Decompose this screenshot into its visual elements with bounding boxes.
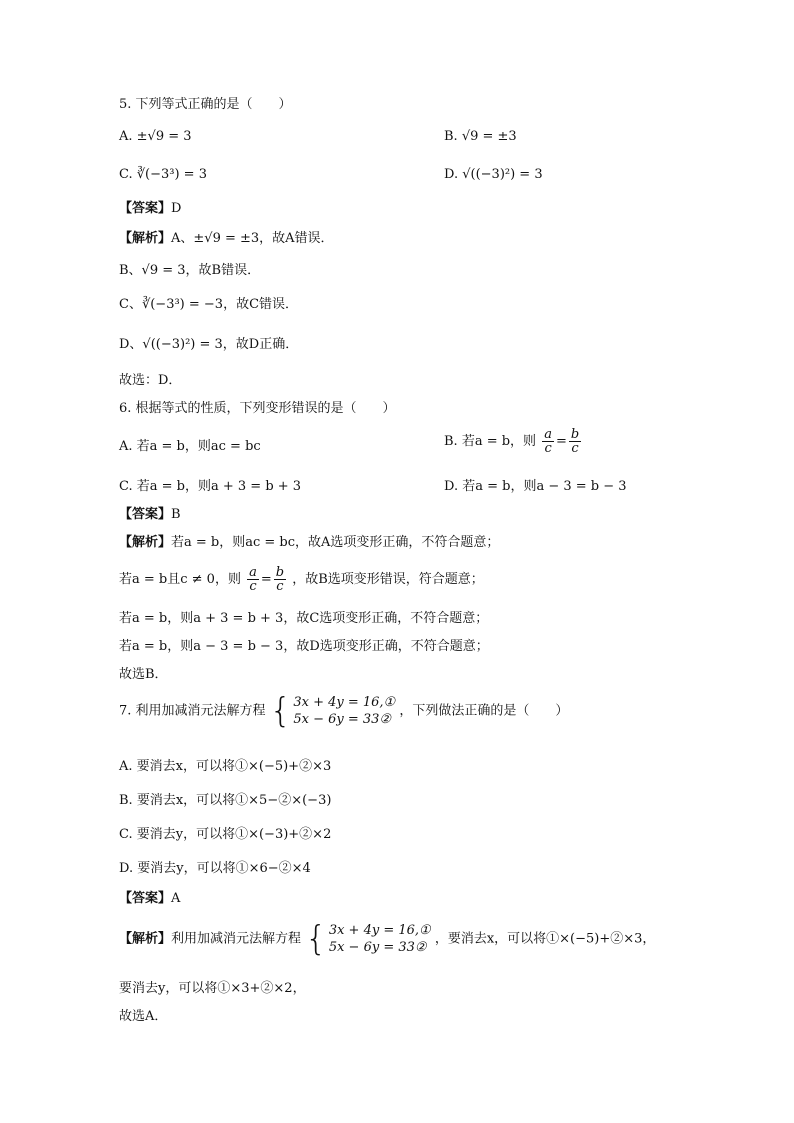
- q5-option-a: A. ±√9 = 3: [119, 129, 192, 144]
- q7-conclusion: 故选A．: [119, 1009, 168, 1024]
- q5-analysis-1: [119, 230, 334, 248]
- answer-label: 【答案】: [119, 891, 172, 906]
- q5-analysis-3: C、∛(−3³) = −3，故C错误．: [119, 297, 299, 312]
- fraction-den: c: [571, 441, 579, 456]
- q7-analysis-2: 要消去y，可以将①×3+②×2，: [119, 981, 306, 996]
- q6-option-a: A. 若a = b，则ac = bc: [119, 439, 261, 454]
- equation-2: 5x − 6y = 33②: [328, 940, 427, 955]
- q6-stem: 6. 根据等式的性质，下列变形错误的是（ ）: [119, 401, 396, 416]
- fraction-den: c: [544, 441, 552, 456]
- brace-icon: {: [305, 919, 327, 959]
- q7-stem-text: 7. 利用加减消元法解方程: [119, 703, 266, 719]
- fraction-a-over-c: [542, 428, 554, 455]
- q6-option-c: C. 若a = b，则a + 3 = b + 3: [119, 479, 302, 494]
- analysis-text: A、±√9 = ±3，故A错误．: [171, 231, 334, 246]
- analysis-text: ，要消去x，可以将①×(−5)+②×3，: [434, 931, 656, 947]
- analysis-text: 若a = b且c ≠ 0，则: [119, 572, 241, 587]
- fraction-b-over-c: [274, 566, 286, 593]
- fraction-num: b: [275, 565, 285, 580]
- analysis-label: 【解析】: [119, 931, 172, 947]
- answer-value: A: [171, 891, 181, 906]
- q6-analysis-1: [119, 534, 499, 552]
- analysis-text: 若a = b，则ac = bc，故A选项变形正确，不符合题意；: [171, 535, 500, 550]
- q7-option-a: A. 要消去x，可以将①×(−5)+②×3: [119, 759, 332, 774]
- equation-2: 5x − 6y = 33②: [293, 712, 392, 727]
- q5-analysis-4: D、√((−3)²) = 3，故D正确．: [119, 337, 299, 352]
- q7-analysis-1: [119, 919, 656, 959]
- q6-analysis-2: 若a = b且c ≠ 0，则 $\frac{a}{c}$ = $\frac{b}{c}$ ，故B选项变形错误，符合题意；: [119, 565, 484, 594]
- q6-answer: [119, 506, 181, 524]
- equation-system: [305, 919, 431, 959]
- answer-value: D: [171, 201, 182, 216]
- equation-1: 3x + 4y = 16,①: [293, 695, 396, 710]
- q7-option-c: C. 要消去y，可以将①×(−3)+②×2: [119, 827, 332, 842]
- q7-option-b: B. 要消去x，可以将①×5−②×(−3): [119, 793, 332, 808]
- answer-label: 【答案】: [119, 201, 172, 216]
- q6-analysis-3: 若a = b，则a + 3 = b + 3，故C选项变形正确，不符合题意；: [119, 611, 489, 626]
- q5-option-b: B. √9 = ±3: [444, 129, 517, 144]
- q6-option-d: D. 若a = b，则a − 3 = b − 3: [444, 479, 627, 494]
- fraction-num: b: [570, 427, 580, 442]
- fraction-a-over-c: [247, 566, 259, 593]
- q6-conclusion: 故选B．: [119, 667, 168, 682]
- analysis-label: 【解析】: [119, 231, 172, 246]
- fraction-den: c: [276, 579, 284, 594]
- analysis-text: ，故B选项变形错误，符合题意；: [292, 572, 484, 587]
- fraction-b-over-c: [569, 428, 581, 455]
- brace-icon: {: [269, 691, 292, 731]
- fraction-num: a: [249, 565, 257, 580]
- analysis-label: 【解析】: [119, 535, 172, 550]
- answer-label: 【答案】: [119, 507, 172, 522]
- q5-option-d: D. √((−3)²) = 3: [444, 167, 543, 182]
- analysis-text: 利用加减消元法解方程: [171, 931, 302, 947]
- q5-conclusion: 故选：D．: [119, 373, 182, 388]
- q5-stem: 5. 下列等式正确的是（ ）: [119, 97, 292, 112]
- q7-stem-text: ，下列做法正确的是（ ）: [399, 703, 569, 719]
- q7-answer: [119, 890, 180, 908]
- equation-system: [269, 691, 396, 731]
- q5-analysis-2: B、√9 = 3，故B错误．: [119, 263, 261, 278]
- q6-option-b-text: B. 若a = b，则: [444, 434, 537, 449]
- equation-1: 3x + 4y = 16,①: [328, 923, 431, 938]
- q5-answer: [119, 200, 181, 218]
- q6-analysis-4: 若a = b，则a − 3 = b − 3，故D选项变形正确，不符合题意；: [119, 639, 489, 654]
- q7-option-d: D. 要消去y，可以将①×6−②×4: [119, 861, 311, 876]
- answer-value: B: [171, 507, 181, 522]
- fraction-num: a: [544, 427, 552, 442]
- fraction-den: c: [249, 579, 257, 594]
- q5-option-c: C. ∛(−3³) = 3: [119, 167, 207, 182]
- q6-option-b: B. 若a = b，则 $\frac{a}{c}$ = $\frac{b}{c}$: [444, 427, 580, 456]
- q7-stem: [119, 691, 569, 731]
